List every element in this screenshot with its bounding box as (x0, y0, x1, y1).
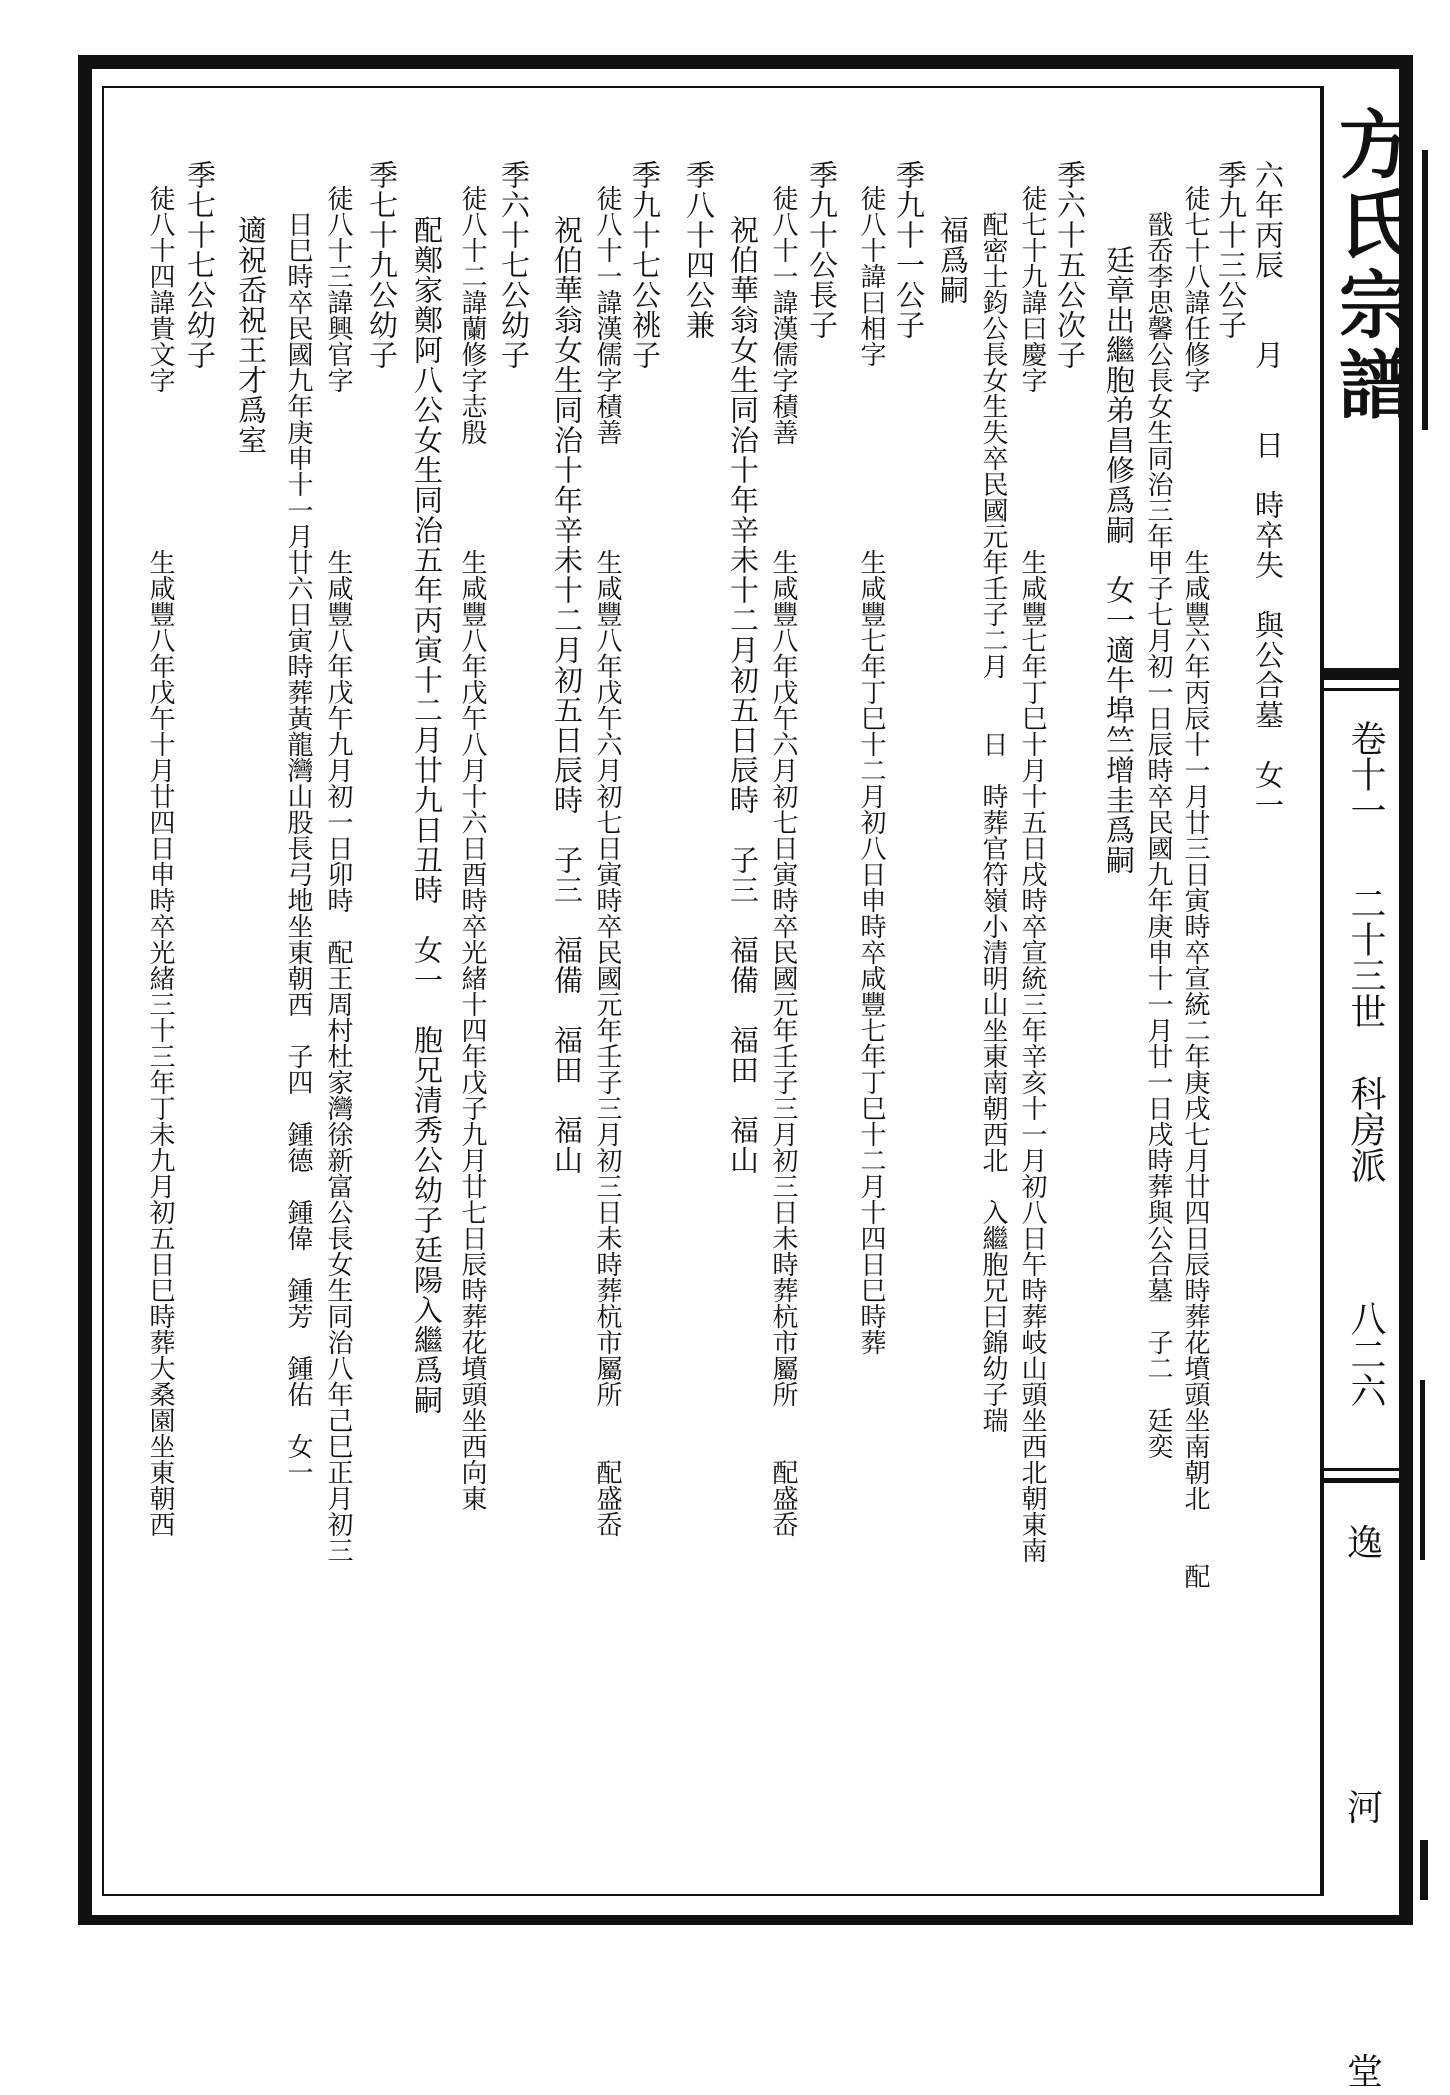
text-column-22: 季七十九公幼子 (365, 160, 399, 370)
page-number: 八二六 (1345, 1300, 1386, 1408)
text-column-5: 廷章出繼胞弟昌修爲嗣 女一適牛埠竺增圭爲嗣 (1102, 185, 1136, 875)
text-column-15: 季八十四公兼 (682, 160, 716, 340)
hall-rule-thin (1324, 1468, 1410, 1471)
hall-char-1: 逸 (1346, 1523, 1383, 1564)
text-column-24: 日巳時卒民國九年庚申十一月廿六日寅時葬黃龍灣山股長弓地坐東朝西 子四 鍾德 鍾偉 鍾芳 鍾佑 女一 (283, 185, 313, 1485)
title-rule-thin (1324, 688, 1410, 691)
title-block (1326, 100, 1412, 660)
edge-mark-top (1422, 150, 1428, 430)
text-column-11: 徒八十諱曰相字 生咸豐七年丁巳十二月初八日申時卒咸豐七年丁巳十二月十四日巳時葬 (856, 185, 886, 1355)
text-column-21: 配鄭家鄭阿八公女生同治五年丙寅十二月廿九日丑時 女一 胞兄清秀公幼子廷陽入繼爲嗣 (410, 185, 444, 1415)
hall-rule-thick (1324, 1478, 1410, 1483)
text-column-20: 徒八十二諱蘭修字志殷 生咸豐八年戊午八月十六日酉時卒光緒十四年戊子九月廿七日辰時葬花墳頭坐西向東 (457, 185, 487, 1511)
text-column-4: 戩岙李思馨公長女生同治三年甲子七月初一日辰時卒民國九年庚申十一月廿一日戌時葬與公合墓 子二 廷奕 (1143, 185, 1173, 1459)
branch-label: 科房派 (1345, 1075, 1386, 1183)
text-column-14: 祝伯華翁女生同治十年辛未十二月初五日辰時 子三 福備 福田 福山 (726, 185, 760, 1175)
edge-mark-mid (1420, 1380, 1425, 1560)
genealogy-title: 方氏宗譜 (1327, 106, 1413, 426)
hall-char-3: 堂 (1346, 2052, 1383, 2093)
text-column-16: 季九十七公祧子 (628, 160, 662, 370)
text-column-9: 福爲嗣 (936, 185, 970, 305)
text-column-18: 祝伯華翁女生同治十年辛未十二月初五日辰時 子三 福備 福田 福山 (550, 185, 584, 1175)
text-column-7: 徒七十九諱曰慶字 生咸豐七年丁巳十月十五日戌時卒宣統三年辛亥十一月初八日午時葬岐山頭坐西北朝東南 (1017, 185, 1047, 1563)
text-column-17: 徒八十一諱漢儒字積善 生咸豐八年戊午六月初七日寅時卒民國元年壬子三月初三日未時葬杭市屬所 配盛岙 (592, 185, 622, 1537)
text-column-26: 季七十七公幼子 (183, 160, 217, 370)
text-column-1: 六年丙辰 月 日 時卒失 與公合墓 女一 (1251, 160, 1285, 820)
text-column-23: 徒八十三諱興官字 生咸豐八年戊午九月初一日卯時 配王周村杜家灣徐新富公長女生同治八年己巳正月初三 (323, 185, 353, 1563)
text-column-13: 徒八十一諱漢儒字積善 生咸豐八年戊午六月初七日寅時卒民國元年壬子三月初三日未時葬杭市屬所 配盛岙 (768, 185, 798, 1537)
text-column-27: 徒八十四諱貴文字 生咸豐八年戊午十月廿四日申時卒光緒三十三年丁未九月初五日巳時葬大桑園坐東朝西 (145, 185, 175, 1537)
text-column-12: 季九十公長子 (805, 160, 839, 340)
title-rule-thick (1324, 668, 1410, 680)
text-column-3: 徒七十八諱任修字 生咸豐六年丙辰十一月廿三日寅時卒宣統二年庚戌七月廿四日辰時葬花墳頭坐南朝北 配 (1180, 185, 1210, 1589)
hall-char-2: 河 (1346, 1787, 1383, 1829)
text-column-6: 季六十五公次子 (1053, 160, 1087, 370)
hall-name (1330, 1515, 1400, 2095)
text-column-8: 配密士鈞公長女生失卒民國元年壬子二月 日 時葬官符嶺小清明山坐東南朝西北 入繼胞兄曰錦幼子瑞 (978, 185, 1008, 1433)
volume-label: 卷十一 (1345, 720, 1386, 828)
text-column-10: 季九十一公子 (892, 160, 926, 340)
text-column-25: 適祝岙祝王才爲室 (234, 185, 268, 455)
text-column-19: 季六十七公幼子 (497, 160, 531, 370)
text-column-2: 季九十三公子 (1214, 160, 1248, 340)
generation-label: 二十三世 (1345, 885, 1386, 1029)
edge-mark-bottom (1420, 1840, 1428, 1900)
